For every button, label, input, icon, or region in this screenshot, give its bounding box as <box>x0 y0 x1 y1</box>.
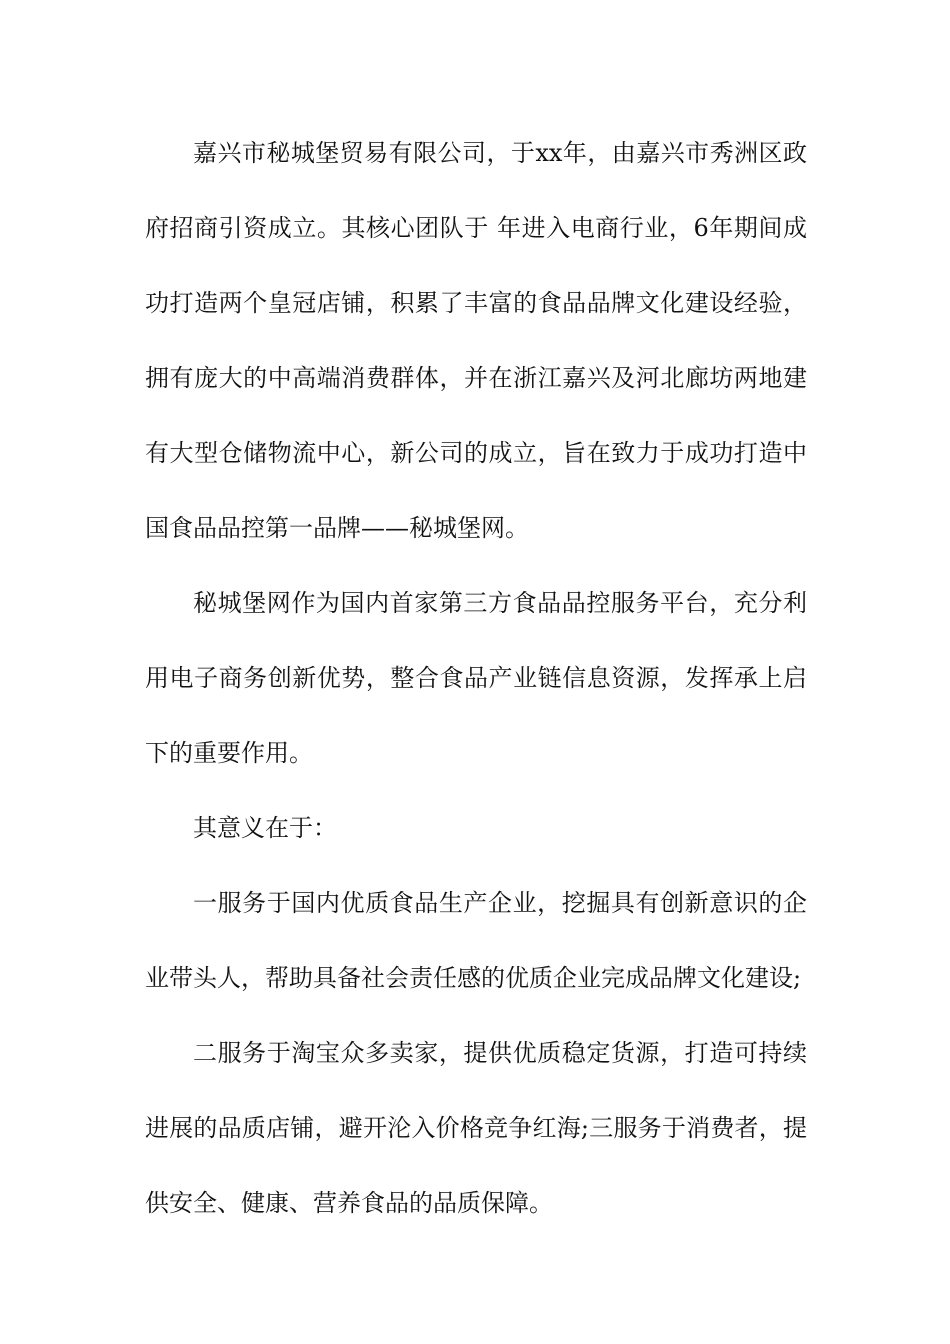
paragraph-company-intro: 嘉兴市秘城堡贸易有限公司，于xx年，由嘉兴市秀洲区政府招商引资成立。其核心团队于 年进入电商行业，6年期间成功打造两个皇冠店铺，积累了丰富的食品品牌文化建设经验，拥有庞大的中高端消费群体，并在浙江嘉兴及河北廊坊两地建有大型仓储物流中心，新公司的成立，旨在致力于成功打造中国食品品控第一品牌——秘城堡网。 <box>145 139 807 542</box>
paragraph-platform-intro: 秘城堡网作为国内首家第三方食品品控服务平台，充分利用电子商务创新优势，整合食品产业链信息资源，发挥承上启下的重要作用。 <box>145 589 807 767</box>
paragraph-point-one: 一服务于国内优质食品生产企业，挖掘具有创新意识的企业带头人，帮助具备社会责任感的优质企业完成品牌文化建设; <box>145 889 807 992</box>
paragraph-significance-heading: 其意义在于： <box>193 814 337 842</box>
paragraph-point-two-three: 二服务于淘宝众多卖家，提供优质稳定货源，打造可持续进展的品质店铺，避开沦入价格竞争红海;三服务于消费者，提供安全、健康、营养食品的品质保障。 <box>145 1039 807 1217</box>
document-body <box>145 116 807 1241</box>
